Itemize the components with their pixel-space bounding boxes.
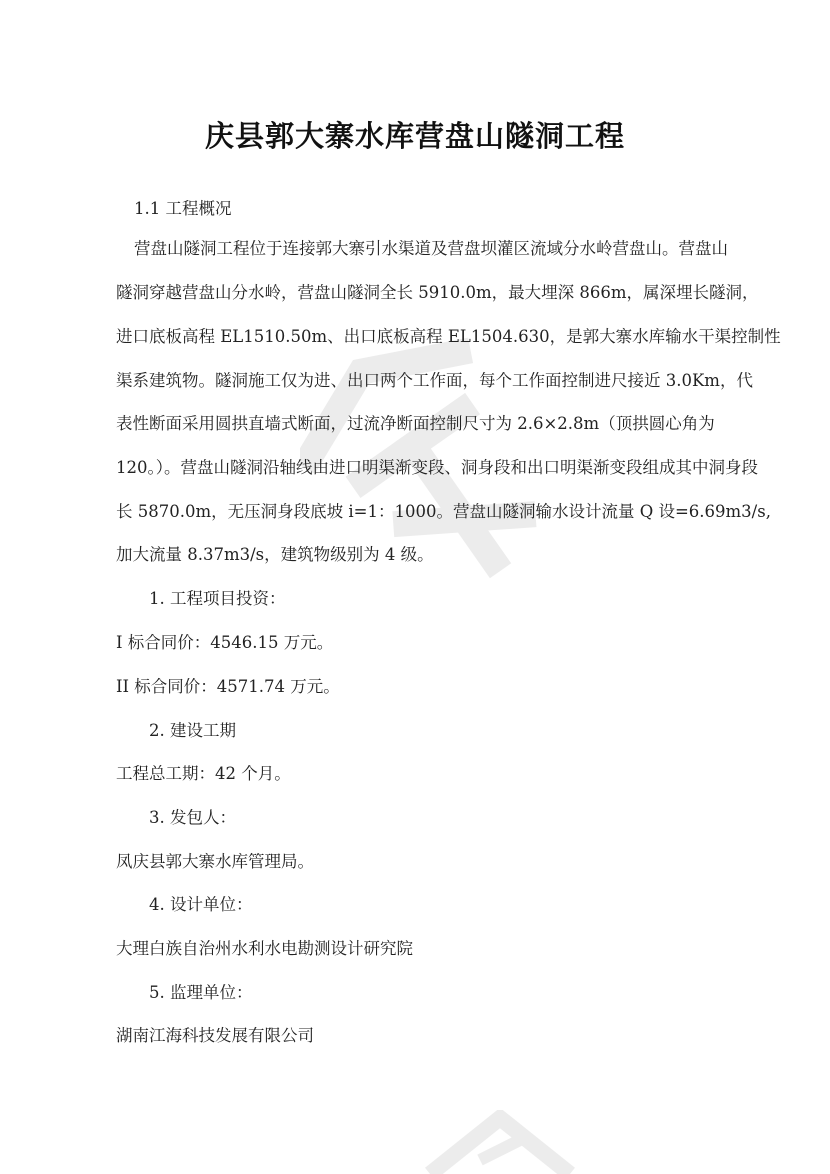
paragraph-line: 渠系建筑物。隧洞施工仅为进、出口两个工作面，每个工作面控制进尺接近 3.0Km，代 — [116, 371, 753, 390]
list-item-content: I 标合同价：4546.15 万元。 — [116, 633, 334, 652]
list-item-heading: 4. 设计单位： — [149, 895, 253, 914]
section-heading: 1.1 工程概况 — [134, 199, 232, 218]
paragraph-line: 营盘山隧洞工程位于连接郭大寨引水渠道及营盘坝灌区流域分水岭营盘山。营盘山 — [134, 239, 728, 258]
list-item-content: 湖南江海科技发展有限公司 — [116, 1026, 314, 1045]
page-title: 庆县郭大寨水库营盘山隧洞工程 — [204, 119, 625, 153]
list-item-content: 大理白族自治州水利水电勘测设计研究院 — [116, 939, 413, 958]
paragraph-line: 隧洞穿越营盘山分水岭，营盘山隧洞全长 5910.0m，最大埋深 866m，属深埋长隧洞， — [116, 283, 759, 302]
list-item-heading: 5. 监理单位： — [149, 983, 253, 1002]
watermark-logo-icon — [420, 1110, 580, 1174]
paragraph-line: 进口底板高程 EL1510.50m、出口底板高程 EL1504.630，是郭大寨水库输水干渠控制性 — [116, 327, 781, 346]
paragraph-line: 120。）。营盘山隧洞沿轴线由进口明渠渐变段、洞身段和出口明渠渐变段组成其中洞身段 — [116, 458, 758, 477]
paragraph-line: 长 5870.0m，无压洞身段底坡 i=1：1000。营盘山隧洞输水设计流量 Q 设=6.69m3/s, — [116, 502, 771, 521]
list-item-content: II 标合同价：4571.74 万元。 — [116, 677, 340, 696]
list-item-content: 凤庆县郭大寨水库管理局。 — [116, 852, 314, 871]
list-item-heading: 3. 发包人： — [149, 808, 236, 827]
list-item-content: 工程总工期：42 个月。 — [116, 764, 291, 783]
paragraph-line: 表性断面采用圆拱直墙式断面，过流净断面控制尺寸为 2.6×2.8m（顶拱圆心角为 — [116, 414, 715, 433]
list-item-heading: 1. 工程项目投资： — [149, 589, 286, 608]
paragraph-line: 加大流量 8.37m3/s，建筑物级别为 4 级。 — [116, 545, 434, 564]
list-item-heading: 2. 建设工期 — [149, 721, 236, 740]
